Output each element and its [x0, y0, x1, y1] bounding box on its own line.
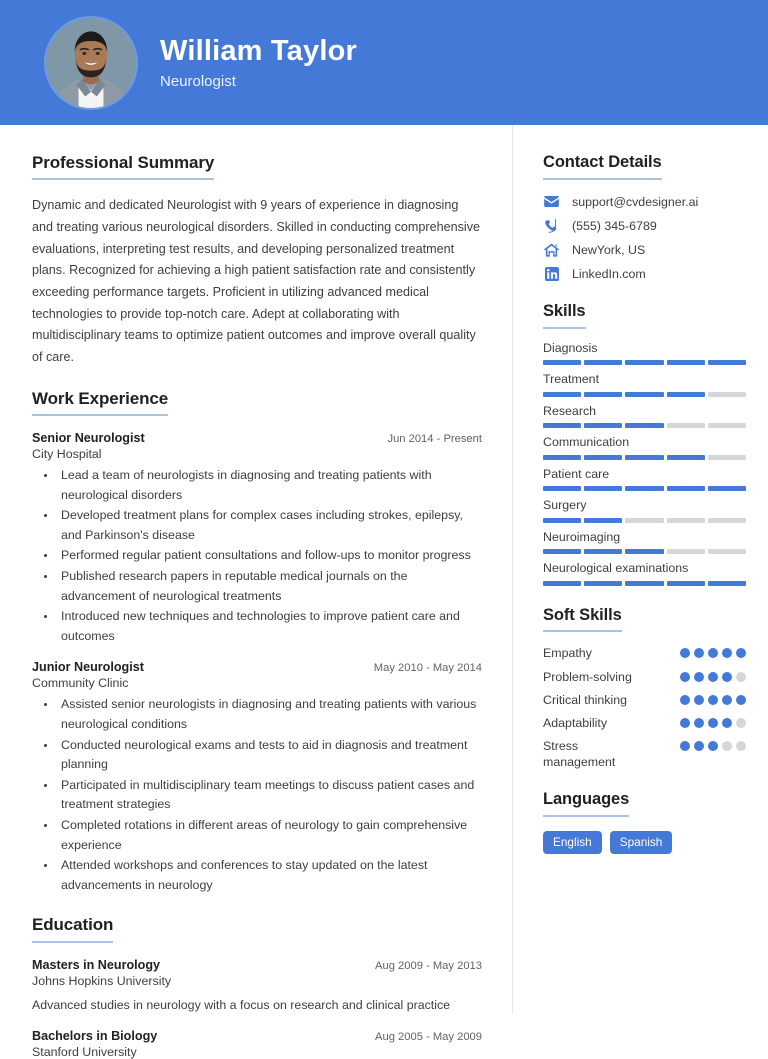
soft-skill-item	[543, 738, 746, 770]
rating-dot	[722, 695, 732, 705]
main-column	[0, 125, 513, 1059]
skill-segment	[625, 581, 663, 586]
skill-label: Communication	[543, 435, 630, 450]
work-entry-title: Senior Neurologist	[32, 431, 145, 446]
language-chip[interactable]: English	[543, 831, 602, 854]
work-entry-bullet: • Performed regular patient consultations and follow-ups to monitor progress	[57, 546, 482, 566]
skill-segment	[708, 518, 746, 523]
skill-segment	[667, 518, 705, 523]
skill-item	[543, 435, 746, 460]
rating-dot	[722, 648, 732, 658]
soft-skill-item	[543, 645, 746, 661]
skill-segment	[543, 486, 581, 491]
skill-item	[543, 498, 746, 523]
skill-segment	[667, 486, 705, 491]
envelope-icon	[543, 194, 560, 210]
education-entry-title: Bachelors in Biology	[32, 1028, 158, 1043]
education-entry-header	[32, 958, 482, 972]
resume-body	[0, 125, 768, 1059]
home-icon	[543, 242, 560, 258]
skill-segment	[667, 581, 705, 586]
section-title-languages: Languages	[543, 790, 629, 817]
skill-segment	[543, 423, 581, 428]
contact-value: support@cvdesigner.ai	[572, 194, 699, 209]
skill-item	[543, 467, 746, 492]
skill-item	[543, 404, 746, 429]
skill-label: Neurological examinations	[543, 561, 689, 576]
soft-skill-item	[543, 715, 746, 731]
rating-dot	[680, 672, 690, 682]
skill-segment	[625, 423, 663, 428]
work-entry-bullets	[32, 695, 482, 895]
rating-dot	[722, 718, 732, 728]
rating-dot	[736, 672, 746, 682]
rating-dot	[708, 648, 718, 658]
soft-skill-rating	[680, 738, 746, 751]
skill-segment	[667, 549, 705, 554]
work-entry-bullet: • Attended workshops and conferences to stay updated on the latest advancements in neurology	[57, 856, 482, 895]
soft-skill-item	[543, 692, 746, 708]
skill-segment	[667, 423, 705, 428]
contact-item[interactable]	[543, 266, 746, 282]
skill-level-bar	[543, 423, 746, 428]
rating-dot	[694, 672, 704, 682]
work-entry-list	[32, 431, 482, 895]
skill-segment	[584, 423, 622, 428]
skill-segment	[625, 486, 663, 491]
skill-segment	[708, 581, 746, 586]
section-education	[32, 915, 482, 942]
skill-segment	[708, 360, 746, 365]
skill-level-bar	[543, 581, 746, 586]
contact-item[interactable]	[543, 218, 746, 234]
skill-segment	[543, 455, 581, 460]
soft-skill-rating	[680, 645, 746, 658]
work-entry-bullet: • Lead a team of neurologists in diagnosing and treating patients with neurological disorders	[57, 466, 482, 505]
section-title-work-experience: Work Experience	[32, 389, 168, 416]
education-entry-list	[32, 958, 482, 1059]
skill-segment	[625, 455, 663, 460]
section-contact-details	[543, 153, 746, 180]
rating-dot	[680, 695, 690, 705]
skill-segment	[625, 392, 663, 397]
language-chip[interactable]: Spanish	[610, 831, 673, 854]
linkedin-icon	[543, 266, 560, 282]
section-soft-skills	[543, 606, 746, 633]
skill-segment	[543, 360, 581, 365]
section-title-professional-summary: Professional Summary	[32, 153, 214, 180]
skill-segment	[708, 549, 746, 554]
soft-skill-rating	[680, 692, 746, 705]
rating-dot	[736, 695, 746, 705]
contact-value: LinkedIn.com	[572, 266, 646, 281]
skill-segment	[708, 455, 746, 460]
skill-segment	[708, 392, 746, 397]
work-entry-bullet: • Conducted neurological exams and tests to aid in diagnosis and treatment planning	[57, 736, 482, 775]
work-entry-bullet: • Introduced new techniques and technologies to improve patient care and outcomes	[57, 607, 482, 646]
skill-item	[543, 561, 746, 586]
skill-level-bar	[543, 518, 746, 523]
skill-segment	[625, 360, 663, 365]
section-professional-summary	[32, 153, 482, 180]
rating-dot	[694, 718, 704, 728]
work-entry-bullet: • Developed treatment plans for complex cases including strokes, epilepsy, and Parkinson's disease	[57, 506, 482, 545]
soft-skill-label: Empathy	[543, 646, 592, 661]
contact-item[interactable]	[543, 242, 746, 258]
skill-segment	[584, 549, 622, 554]
section-work-experience	[32, 389, 482, 416]
work-entry	[32, 660, 482, 895]
contact-list	[543, 194, 746, 282]
skill-label: Research	[543, 403, 597, 418]
education-entry-header	[32, 1029, 482, 1043]
skill-segment	[543, 549, 581, 554]
work-entry-header	[32, 431, 482, 445]
work-entry-bullet: • Completed rotations in different areas of neurology to gain comprehensive experience	[57, 816, 482, 855]
skill-segment	[708, 486, 746, 491]
soft-skill-label: Stress management	[543, 738, 616, 770]
languages-list	[543, 831, 746, 854]
work-entry-organization: Community Clinic	[32, 676, 129, 691]
skill-segment	[584, 486, 622, 491]
rating-dot	[694, 648, 704, 658]
summary-text: Dynamic and dedicated Neurologist with 9 years of experience in diagnosing and treating various neurological disorders. Skilled in conducting comprehensive evaluations, interpreting test results, and developing personalized treatment plans. Recognized for achieving a high patient satisfaction rate and consistently exceeding performance targets. Proficient in utilizing advanced medical technologies to provide top-notch care. Adept at collaborating with multidisciplinary teams to optimize patient outcomes and improve overall quality of care.	[32, 198, 481, 364]
rating-dot	[708, 718, 718, 728]
soft-skill-rating	[680, 669, 746, 682]
header-text-block	[160, 35, 357, 89]
education-entry-organization: Johns Hopkins University	[32, 973, 172, 988]
skill-item	[543, 372, 746, 397]
rating-dot	[694, 695, 704, 705]
education-entry-date: Aug 2009 - May 2013	[375, 959, 482, 972]
skill-segment	[667, 392, 705, 397]
rating-dot	[680, 648, 690, 658]
work-entry-bullet: • Participated in multidisciplinary team meetings to discuss patient cases and treatment strategies	[57, 776, 482, 815]
skill-label: Treatment	[543, 372, 600, 387]
soft-skill-label: Adaptability	[543, 715, 608, 730]
work-entry-bullet: • Published research papers in reputable medical journals on the advancement of neurological treatments	[57, 567, 482, 606]
skill-level-bar	[543, 360, 746, 365]
soft-skills-list	[543, 645, 746, 770]
rating-dot	[708, 741, 718, 751]
skill-label: Diagnosis	[543, 340, 598, 355]
rating-dot	[694, 741, 704, 751]
section-title-education: Education	[32, 915, 113, 942]
soft-skill-label: Critical thinking	[543, 692, 628, 707]
education-entry-organization: Stanford University	[32, 1044, 137, 1059]
phone-icon	[543, 218, 560, 234]
rating-dot	[736, 741, 746, 751]
work-entry-date: May 2010 - May 2014	[373, 662, 482, 675]
skill-segment	[543, 392, 581, 397]
work-entry-organization: City Hospital	[32, 447, 102, 462]
section-skills	[543, 302, 746, 329]
rating-dot	[708, 672, 718, 682]
skill-segment	[625, 518, 663, 523]
skill-segment	[667, 360, 705, 365]
education-entry	[32, 958, 482, 1015]
skill-label: Surgery	[543, 498, 587, 513]
rating-dot	[708, 695, 718, 705]
skill-item	[543, 341, 746, 366]
work-entry-title: Junior Neurologist	[32, 660, 144, 675]
skill-label: Patient care	[543, 466, 610, 481]
skill-segment	[584, 581, 622, 586]
candidate-role: Neurologist	[160, 72, 236, 90]
skill-label: Neuroimaging	[543, 529, 621, 544]
candidate-name: William Taylor	[160, 35, 357, 68]
rating-dot	[736, 718, 746, 728]
skill-segment	[584, 518, 622, 523]
education-entry	[32, 1029, 482, 1059]
skill-segment	[584, 455, 622, 460]
skill-segment	[708, 423, 746, 428]
soft-skill-rating	[680, 715, 746, 728]
rating-dot	[736, 648, 746, 658]
skill-level-bar	[543, 455, 746, 460]
skill-segment	[667, 455, 705, 460]
section-languages	[543, 790, 746, 817]
contact-item[interactable]	[543, 194, 746, 210]
section-title-contact-details: Contact Details	[543, 153, 662, 180]
skill-level-bar	[543, 392, 746, 397]
work-entry-bullets	[32, 466, 482, 646]
skill-segment	[584, 360, 622, 365]
section-title-soft-skills: Soft Skills	[543, 606, 622, 633]
rating-dot	[722, 672, 732, 682]
education-entry-date: Aug 2005 - May 2009	[375, 1030, 482, 1043]
education-entry-title: Masters in Neurology	[32, 957, 161, 972]
work-entry-date: Jun 2014 - Present	[387, 433, 482, 446]
rating-dot	[722, 741, 732, 751]
avatar	[44, 16, 138, 110]
skills-list	[543, 341, 746, 586]
skill-segment	[625, 549, 663, 554]
skill-segment	[543, 581, 581, 586]
profile-photo-illustration	[46, 18, 136, 108]
sidebar-column	[513, 125, 768, 1014]
contact-value: (555) 345-6789	[572, 218, 657, 233]
skill-segment	[584, 392, 622, 397]
resume-header	[0, 0, 768, 125]
rating-dot	[680, 718, 690, 728]
rating-dot	[680, 741, 690, 751]
work-entry-bullet: • Assisted senior neurologists in diagnosing and treating patients with various neurological conditions	[57, 695, 482, 734]
work-entry-header	[32, 660, 482, 674]
soft-skill-label: Problem-solving	[543, 669, 632, 684]
skill-item	[543, 530, 746, 555]
skill-level-bar	[543, 486, 746, 491]
skill-segment	[543, 518, 581, 523]
contact-value: NewYork, US	[572, 242, 646, 257]
education-entry-description: Advanced studies in neurology with a focus on research and clinical practice	[32, 997, 451, 1012]
work-entry	[32, 431, 482, 646]
soft-skill-item	[543, 669, 746, 685]
skill-level-bar	[543, 549, 746, 554]
section-title-skills: Skills	[543, 302, 586, 329]
